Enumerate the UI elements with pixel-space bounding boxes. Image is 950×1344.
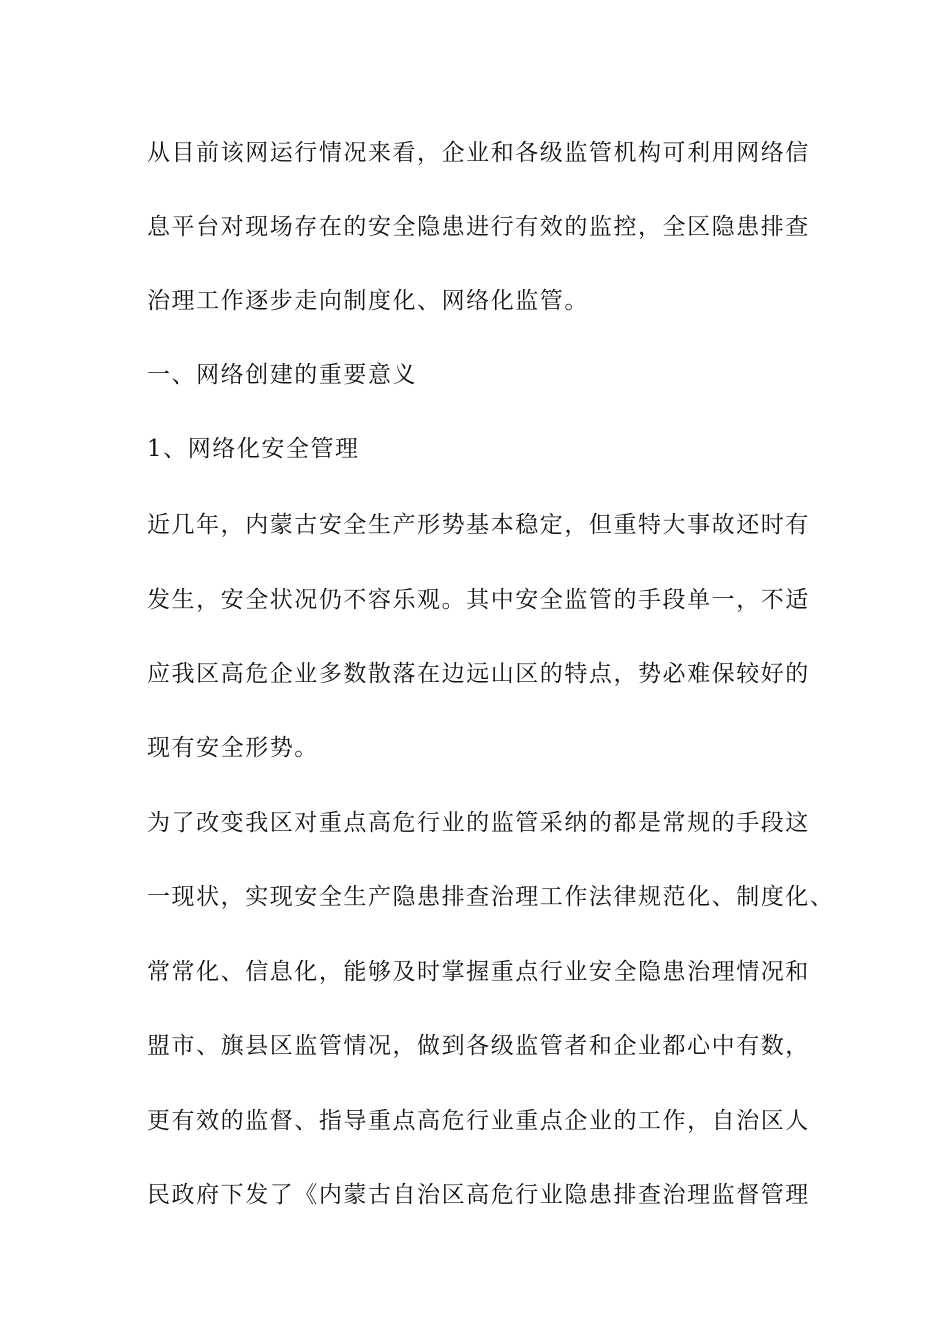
text-line-1: 从目前该网运行情况来看，企业和各级监管机构可利用网络信 xyxy=(147,140,810,166)
text-line-10: 为了改变我区对重点高危行业的监管采纳的都是常规的手段这 xyxy=(147,810,810,836)
text-line-6: 近几年，内蒙古安全生产形势基本稳定，但重特大事故还时有 xyxy=(147,512,810,538)
text-line-8: 应我区高危企业多数散落在边远山区的特点，势必难保较好的 xyxy=(147,661,810,687)
text-line-15: 民政府下发了《内蒙古自治区高危行业隐患排查治理监督管理 xyxy=(147,1182,810,1208)
text-line-2: 息平台对现场存在的安全隐患进行有效的监控，全区隐患排查 xyxy=(147,214,810,240)
subsection-heading: 1、网络化安全管理 xyxy=(147,436,360,462)
text-line-3: 治理工作逐步走向制度化、网络化监管。 xyxy=(147,288,589,314)
section-heading: 一、网络创建的重要意义 xyxy=(147,362,418,388)
text-line-11: 一现状，实现安全生产隐患排查治理工作法律规范化、制度化、 xyxy=(147,884,835,910)
text-line-12: 常常化、信息化，能够及时掌握重点行业安全隐患治理情况和 xyxy=(147,959,810,985)
text-line-9: 现有安全形势。 xyxy=(147,735,319,761)
text-line-14: 更有效的监督、指导重点高危行业重点企业的工作，自治区人 xyxy=(147,1108,810,1134)
text-line-7: 发生，安全状况仍不容乐观。其中安全监管的手段单一，不适 xyxy=(147,587,810,613)
text-line-13: 盟市、旗县区监管情况，做到各级监管者和企业都心中有数， xyxy=(147,1033,810,1059)
